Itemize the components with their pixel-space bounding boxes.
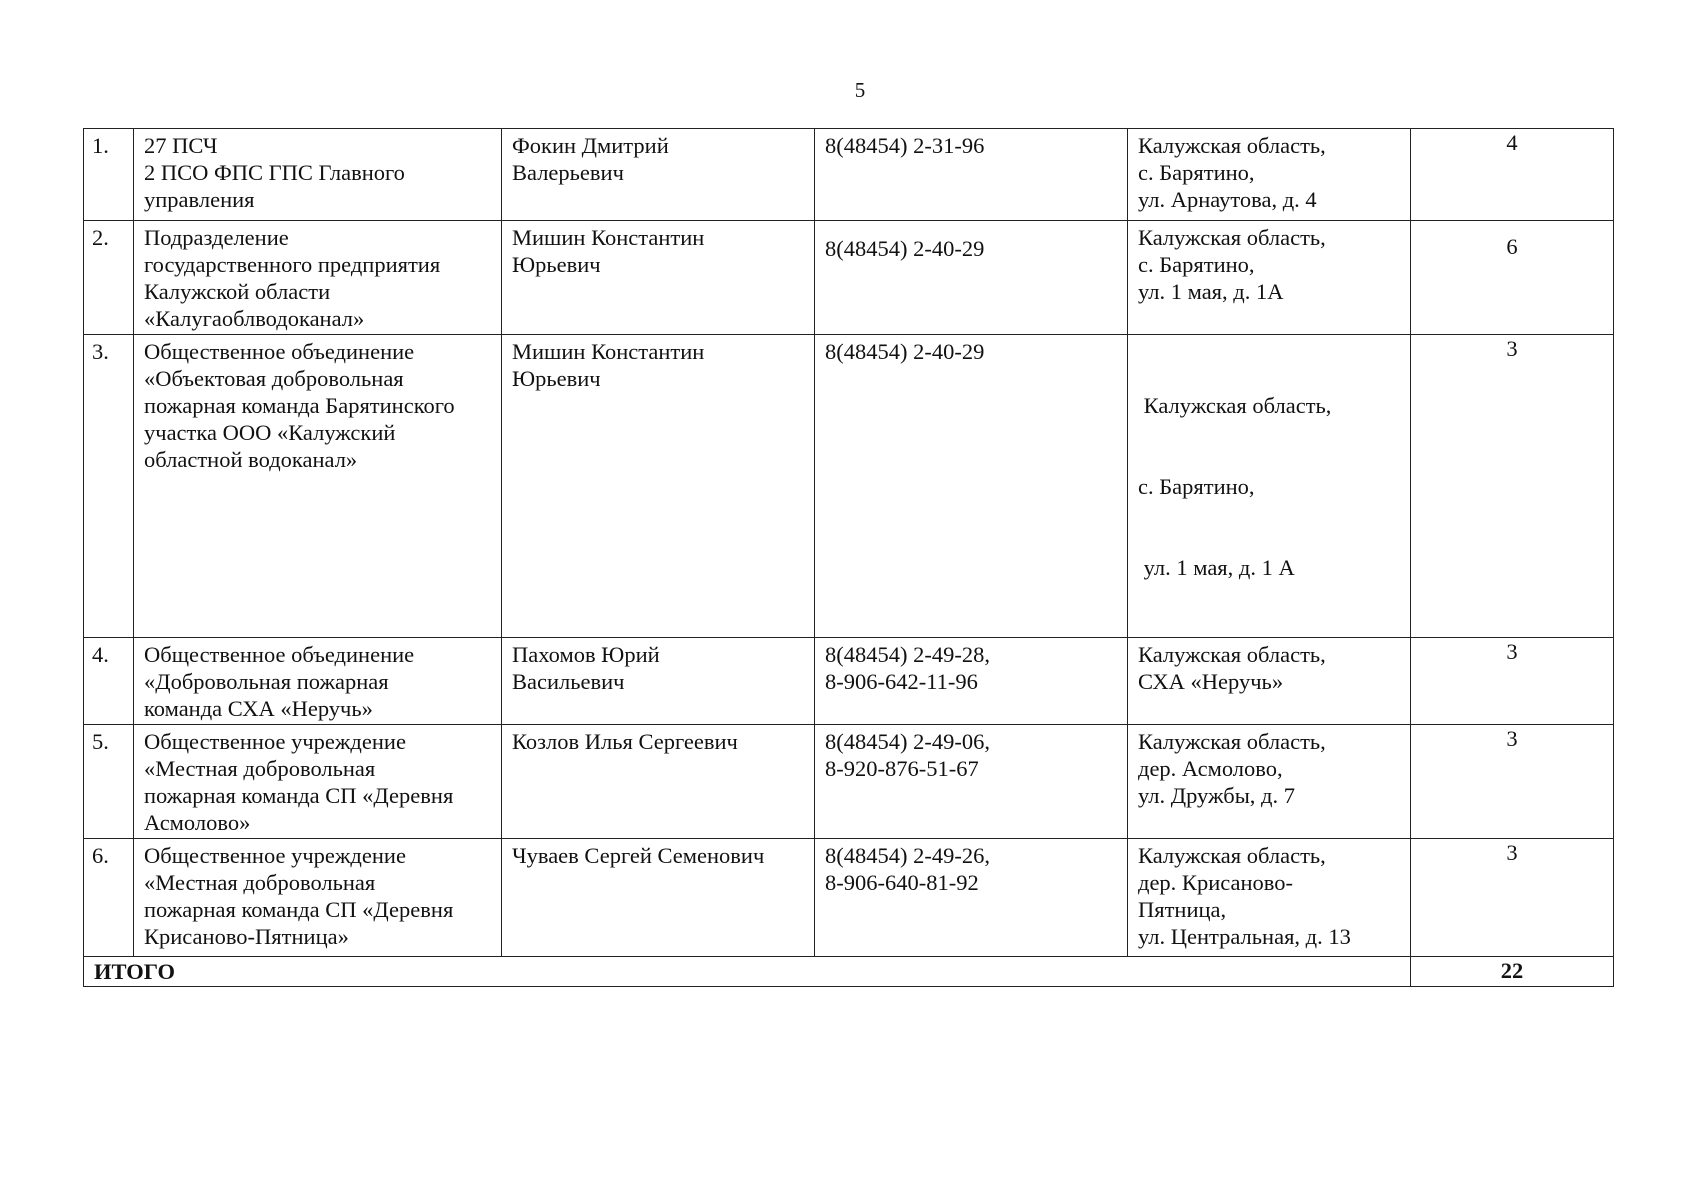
unit-name-line: участка ООО «Калужский	[144, 420, 396, 445]
unit-name-cell	[134, 129, 502, 221]
table-row	[84, 638, 1614, 725]
head-name-line: Мишин Константин	[512, 225, 705, 250]
address-line: Калужская область,	[1138, 133, 1326, 158]
phone-line: 8-920-876-51-67	[825, 756, 979, 781]
total-row	[84, 957, 1614, 987]
page-number: 5	[854, 78, 866, 102]
staff-count: 6	[1411, 221, 1614, 335]
address-cell	[1128, 129, 1411, 221]
row-number: 3.	[84, 335, 134, 638]
head-name-line: Мишин Константин	[512, 339, 705, 364]
address-line: Калужская область,	[1138, 225, 1326, 250]
table-row	[84, 839, 1614, 957]
address-line: с. Барятино,	[1138, 252, 1255, 277]
unit-name-line: пожарная команда Барятинского	[144, 393, 455, 418]
staff-count: 3	[1411, 638, 1614, 725]
address-line: ул. Центральная, д. 13	[1138, 924, 1351, 949]
unit-name-line: Калужской области	[144, 279, 331, 304]
phone-cell	[815, 129, 1128, 221]
unit-name-line: «Местная добровольная	[144, 756, 376, 781]
fire-units-table	[83, 128, 1614, 987]
head-name-line: Козлов Илья Сергеевич	[512, 729, 738, 754]
unit-name-line: Общественное учреждение	[144, 843, 406, 868]
unit-name-cell	[134, 638, 502, 725]
head-name-cell	[502, 725, 815, 839]
address-line: Калужская область,	[1138, 843, 1326, 868]
address-line: дер. Крисаново-	[1138, 870, 1293, 895]
staff-count: 4	[1411, 129, 1614, 221]
address-cell	[1128, 221, 1411, 335]
head-name-line: Валерьевич	[512, 160, 624, 185]
row-number: 5.	[84, 725, 134, 839]
unit-name-line: пожарная команда СП «Деревня	[144, 783, 454, 808]
head-name-line: Юрьевич	[512, 252, 601, 277]
address-line: дер. Асмолово,	[1138, 756, 1283, 781]
address-line: Калужская область,	[1138, 393, 1332, 418]
phone-line: 8(48454) 2-31-96	[825, 133, 985, 158]
phone-line: 8(48454) 2-40-29	[825, 339, 985, 364]
unit-name-line: Асмолово»	[144, 810, 251, 835]
total-count: 22	[1411, 957, 1614, 987]
phone-line: 8-906-642-11-96	[825, 669, 978, 694]
phone-cell	[815, 221, 1128, 335]
address-line: ул. 1 мая, д. 1 А	[1138, 555, 1295, 580]
phone-line: 8(48454) 2-49-28,	[825, 642, 990, 667]
phone-cell	[815, 725, 1128, 839]
address-line: ул. 1 мая, д. 1А	[1138, 279, 1284, 304]
address-cell	[1128, 638, 1411, 725]
head-name-line: Чуваев Сергей Семенович	[512, 843, 765, 868]
row-number: 1.	[84, 129, 134, 221]
unit-name-line: управления	[144, 187, 255, 212]
unit-name-line: 2 ПСО ФПС ГПС Главного	[144, 160, 405, 185]
address-line: ул. Арнаутова, д. 4	[1138, 187, 1317, 212]
phone-cell	[815, 839, 1128, 957]
unit-name-line: областной водоканал»	[144, 447, 358, 472]
address-line: Пятница,	[1138, 897, 1227, 922]
unit-name-line: Крисаново-Пятница»	[144, 924, 349, 949]
address-line: с. Барятино,	[1138, 160, 1255, 185]
unit-name-line: 27 ПСЧ	[144, 133, 218, 158]
phone-line: 8-906-640-81-92	[825, 870, 979, 895]
address-line: Калужская область,	[1138, 642, 1326, 667]
unit-name-line: Подразделение	[144, 225, 289, 250]
unit-name-line: Общественное объединение	[144, 642, 415, 667]
unit-name-cell	[134, 725, 502, 839]
address-line: Калужская область,	[1138, 729, 1326, 754]
staff-count: 3	[1411, 839, 1614, 957]
unit-name-line: «Калугаоблводоканал»	[144, 306, 365, 331]
phone-line: 8(48454) 2-49-26,	[825, 843, 990, 868]
phone-line: 8(48454) 2-40-29	[825, 236, 985, 261]
unit-name-line: пожарная команда СП «Деревня	[144, 897, 454, 922]
address-cell	[1128, 839, 1411, 957]
head-name-cell	[502, 638, 815, 725]
total-label: ИТОГО	[84, 957, 1411, 987]
unit-name-line: «Местная добровольная	[144, 870, 376, 895]
unit-name-line: «Добровольная пожарная	[144, 669, 389, 694]
unit-name-line: «Объектовая добровольная	[144, 366, 404, 391]
unit-name-line: Общественное объединение	[144, 339, 415, 364]
staff-count: 3	[1411, 725, 1614, 839]
phone-cell	[815, 335, 1128, 638]
head-name-line: Фокин Дмитрий	[512, 133, 669, 158]
staff-count: 3	[1411, 335, 1614, 638]
table-row	[84, 335, 1614, 638]
unit-name-line: команда СХА «Неручь»	[144, 696, 373, 721]
head-name-line: Пахомов Юрий	[512, 642, 660, 667]
table-row	[84, 725, 1614, 839]
table-row	[84, 221, 1614, 335]
head-name-cell	[502, 221, 815, 335]
row-number: 4.	[84, 638, 134, 725]
row-number: 6.	[84, 839, 134, 957]
phone-line: 8(48454) 2-49-06,	[825, 729, 990, 754]
unit-name-cell	[134, 839, 502, 957]
head-name-cell	[502, 129, 815, 221]
head-name-cell	[502, 335, 815, 638]
head-name-line: Васильевич	[512, 669, 625, 694]
row-number: 2.	[84, 221, 134, 335]
unit-name-line: Общественное учреждение	[144, 729, 406, 754]
address-line: с. Барятино,	[1138, 474, 1255, 499]
address-cell	[1128, 725, 1411, 839]
unit-name-line: государственного предприятия	[144, 252, 441, 277]
address-line: СХА «Неручь»	[1138, 669, 1284, 694]
unit-name-cell	[134, 335, 502, 638]
head-name-cell	[502, 839, 815, 957]
table-row	[84, 129, 1614, 221]
head-name-line: Юрьевич	[512, 366, 601, 391]
unit-name-cell	[134, 221, 502, 335]
address-cell	[1128, 335, 1411, 638]
phone-cell	[815, 638, 1128, 725]
address-line: ул. Дружбы, д. 7	[1138, 783, 1296, 808]
